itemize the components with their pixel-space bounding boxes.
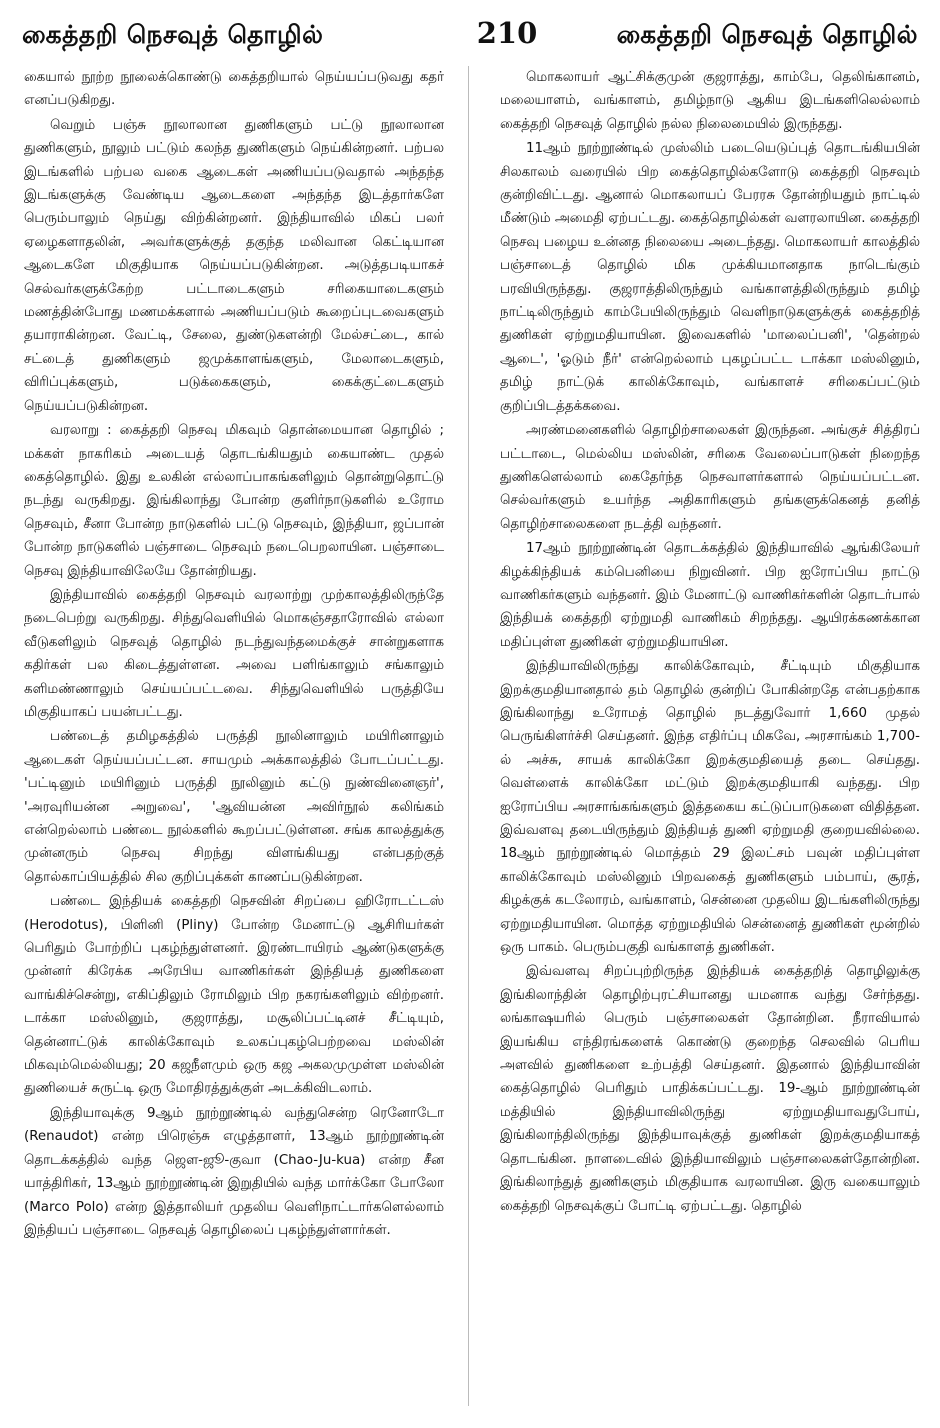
left-column	[24, 66, 444, 1243]
paragraph: கையால் நூற்ற நூலைக்கொண்டு கைத்தறியால் நெய்யப்படுவது கதர் எனப்படுகிறது.	[24, 70, 444, 109]
paragraph: இந்தியாவில் கைத்தறி நெசவும் வரலாற்று முற்காலத்திலிருந்தே நடைபெற்று வருகிறது. சிந்துவெளியில் மொகஞ்சதாரோவில் எல்லா வீடுகளிலும் நெசவுத் தொழில் நடந்துவந்தமைக்குச் சான்றுகளாக கதிர்கள் பல கிடைத்துள்ளன. அவை பளிங்காலும் சங்காலும் களிமண்ணாலும் செய்யப்பட்டவை. சிந்துவெளியில் பருத்தியே மிகுதியாகப் பயன்பட்டது.	[24, 587, 444, 720]
paragraph: வரலாறு : கைத்தறி நெசவு மிகவும் தொன்மையான தொழில் ; மக்கள் நாகரிகம் அடையத் தொடங்கியதும் கையாண்ட முதல் கைத்தொழில். இது உலகின் எல்லாப்பாகங்களிலும் தொன்றுதொட்டு நடந்து வருகிறது. இங்கிலாந்து போன்ற குளிர்நாடுகளில் உரோம நெசவும், சீனா போன்ற நாடுகளில் பட்டு நெசவும், இந்தியா, ஜப்பான் போன்ற நாடுகளில் பஞ்சாடை நெசவும் நடைபெறலாயின. பஞ்சாடை நெசவு இந்தியாவிலேயே தோன்றியது.	[24, 423, 444, 579]
page-header	[22, 6, 918, 62]
page-number: 210	[476, 16, 538, 50]
paragraph: வெறும் பஞ்சு நூலாலான துணிகளும் பட்டு நூலாலான துணிகளும், நூலும் பட்டும் கலந்த துணிகளும் நெய்கின்றனர். பற்பல இடங்களில் பற்பல வகை ஆடைகள் அணியப்படுவதால் அந்தந்த இடங்களுக்கு வேண்டிய ஆடைகளை அந்தந்த இடத்தார்களே பெரும்பாலும் நெய்து விற்கின்றனர். இந்தியாவில் மிகப் பலர் ஏழைகளாதலின், அவர்களுக்குத் தகுந்த மலிவான கெட்டியான ஆடைகளே மிகுதியாக நெய்யப்படுகின்றன. அடுத்தபடியாகச் செல்வர்களுக்கேற்ற பட்டாடைகளும் சரிகையாடைகளும் மணத்தின்போது மணமக்களால் அணியப்படும் கூறைப்புடவைகளும் தயாராகின்றன. வேட்டி, சேலை, துண்டுகளன்றி மேல்சட்டை, கால் சட்டைத் துணிகளும் ஜமுக்காளங்களும், மேலாடைகளும், விரிப்புக்களும், படுக்கைகளும், கைக்குட்டைகளும் நெய்யப்படுகின்றன.	[24, 117, 444, 414]
paragraph: 11ஆம் நூற்றூண்டில் முஸ்லிம் படையெடுப்புத் தொடங்கியபின் சிலகாலம் வரையில் பிற கைத்தொழில்களோடு கைத்தறி நெசவும் குன்றிவிட்டது. ஆனால் மொகலாயப் பேரரசு தோன்றியதும் நாட்டில் மீண்டும் அமைதி ஏற்பட்டது. கைத்தொழில்கள் வளரலாயின. கைத்தறி நெசவு பழைய உன்னத நிலையை அடைந்தது. மொகலாயர் காலத்தில் பஞ்சாடைத் தொழில் மிக முக்கியமானதாக நாடெங்கும் பரவியிருந்தது. குஜராத்திலிருந்தும் வங்காளத்திலிருந்தும் தமிழ் நாட்டிலிருந்தும் காம்பேயிலிருந்தும் வெளிநாடுகளுக்குக் கைத்தறித் துணிகள் ஏற்றுமதியாயின. இவைகளில் 'மாலைப்பனி', 'தென்றல் ஆடை', 'ஓடும் நீர்' என்றெல்லாம் புகழப்பட்ட டாக்கா மஸ்லினும், தமிழ் நாட்டுக் காலிக்கோவும், வங்காளச் சரிகைப்பட்டும் குறிப்பிடத்தக்கவை.	[500, 141, 921, 414]
paragraph: மொகலாயர் ஆட்சிக்குமுன் குஜராத்து, காம்பே, தெலிங்கானம், மலையாளம், வங்காளம், தமிழ்நாடு ஆகிய இடங்களிலெல்லாம் கைத்தறி நெசவுத் தொழில் நல்ல நிலைமையில் இருந்தது.	[500, 70, 920, 132]
paragraph: 17ஆம் நூற்றூண்டின் தொடக்கத்தில் இந்தியாவில் ஆங்கிலேயர் கிழக்கிந்தியக் கம்பெனியை நிறுவினர். பிற ஐரோப்பிய நாட்டு வாணிகர்களும் வந்தனர். இம் மேனாட்டு வாணிகர்களின் தொடர்பால் இந்தியக் கைத்தறி ஏற்றுமதி வாணிகம் சிறந்தது. ஆயிரக்கணக்கான மதிப்புள்ள துணிகள் ஏற்றுமதியாயின.	[500, 541, 920, 650]
column-divider	[468, 66, 469, 1406]
paragraph: இந்தியாவிலிருந்து காலிக்கோவும், சீட்டியும் மிகுதியாக இறக்குமதியானதால் தம் தொழில் குன்றிப் போகின்றதே என்பதற்காக இங்கிலாந்து உரோமத் தொழில் நடத்துவோர் 1,660 முதல் பெருங்கிளர்ச்சி செய்தனர். இந்த எதிர்ப்பு மிகவே, அரசாங்கம் 1,700-ல் அச்சு, சாயக் காலிக்கோ இறக்குமதியைத் தடை செய்தது. வெள்ளைக் காலிக்கோ மட்டும் இறக்குமதியாகி வந்தது. பிற ஐரோப்பிய அரசாங்கங்களும் இத்தகைய கட்டுப்பாடுகளை விதித்தன. இவ்வளவு தடையிருந்தும் இந்தியத் துணி ஏற்றுமதி குறையவில்லை. 18ஆம் நூற்றூண்டில் மொத்தம் 29 இலட்சம் பவுன் மதிப்புள்ள காலிக்கோவும் மஸ்லினும் பிறவகைத் துணிகளும் பம்பாய், சூரத், கிழக்குக் கடலோரம், வங்காளம், சென்னை முதலிய இடங்களிலிருந்து ஏற்றுமதியாயின. மொத்த ஏற்றுமதியில் சென்னைத் துணிகள் மூன்றில் ஒரு பாகம். பெரும்பகுதி வங்காளத் துணிகள்.	[500, 659, 920, 956]
paragraph: பண்டைத் தமிழகத்தில் பருத்தி நூலினாலும் மயிரினாலும் ஆடைகள் நெய்யப்பட்டன. சாயமும் அக்காலத்தில் போடப்பட்டது. 'பட்டினும் மயிரினும் பருத்தி நூலினும் கட்டு நுண்வினைஞர்', 'அரவுரியன்ன அறுவை', 'ஆவியன்ன அவிர்நூல் கலிங்கம் என்றெல்லாம் பண்டை நூல்களில் கூறப்பட்டுள்ளன. சங்க காலத்துக்கு முன்னரும் நெசவு சிறந்து விளங்கியது என்பதற்குத் தொல்காப்பியத்தில் சில குறிப்புக்கள் காணப்படுகின்றன.	[24, 729, 444, 885]
running-title-right: கைத்தறி நெசவுத் தொழில்	[616, 20, 918, 49]
running-title-left: கைத்தறி நெசவுத் தொழில்	[22, 20, 324, 49]
paragraph: இவ்வளவு சிறப்புற்றிருந்த இந்தியக் கைத்தறித் தொழிலுக்கு இங்கிலாந்தின் தொழிற்புரட்சியானது யமனாக வந்து சேர்ந்தது. லங்காஷயரில் பெரும் பஞ்சாலைகள் தோன்றின. நீராவியால் இயங்கிய எந்திரங்களைக் கொண்டு குறைந்த செலவில் பெரிய அளவில் துணிகளை உற்பத்தி செய்தனர். இதனால் இந்தியாவின் கைத்தொழில் பெரிதும் பாதிக்கப்பட்டது. 19-ஆம் நூற்றூண்டின் மத்தியில் இந்தியாவிலிருந்து ஏற்றுமதியாவதுபோய், இங்கிலாந்திலிருந்து இந்தியாவுக்குத் துணிகள் இறக்குமதியாகத் தொடங்கின. நாளடைவில் இந்தியாவிலும் பஞ்சாலைகள்தோன்றின. இங்கிலாந்துத் துணிகளும் மிகுதியாக வரலாயின. இரு வகையாலும் கைத்தறி நெசவுக்குப் போட்டி ஏற்பட்டது. தொழில்	[500, 964, 920, 1214]
right-column	[500, 66, 920, 1219]
paragraph: இந்தியாவுக்கு 9ஆம் நூற்றூண்டில் வந்துசென்ற ரெனோடோ (Renaudot) என்ற பிரெஞ்சு எழுத்தாளர், 13ஆம் நூற்றூண்டின் தொடக்கத்தில் வந்த ஜௌ-ஜூ-குவா (Chao-Ju-kua) என்ற சீன யாத்திரிகர், 13ஆம் நூற்றூண்டின் இறுதியில் வந்த மார்க்கோ போலோ (Marco Polo) என்ற இத்தாலியர் முதலிய வெளிநாட்டார்களெல்லாம் இந்தியப் பஞ்சாடை நெசவுத் தொழிலைப் புகழ்ந்துள்ளார்கள்.	[24, 1105, 444, 1238]
paragraph: பண்டை இந்தியக் கைத்தறி நெசவின் சிறப்பை ஹிரோடட்டஸ் (Herodotus), பிளினி (Pliny) போன்ற மேனாட்டு ஆசிரியர்கள் பெரிதும் போற்றிப் புகழ்ந்துள்ளனர். இரண்டாயிரம் ஆண்டுகளுக்கு முன்னர் கிரேக்க அரேபிய வாணிகர்கள் இந்தியத் துணிகளை வாங்கிச்சென்று, எகிப்திலும் ரோமிலும் பிற நகரங்களிலும் விற்றனர். டாக்கா மஸ்லினும், குஜராத்து, மசூலிப்பட்டினச் சீட்டியும், தென்னாட்டுக் காலிக்கோவும் உலகப்புகழ்பெற்றவை மஸ்லின் மிகவும்மெல்லியது; 20 கஜநீளமும் ஒரு கஜ அகலமுமுள்ள மஸ்லின் துணியைச் சுருட்டி ஒரு மோதிரத்துக்குள் அடக்கிவிடலாம்.	[24, 894, 444, 1097]
paragraph: அரண்மனைகளில் தொழிற்சாலைகள் இருந்தன. அங்குச் சித்திரப் பட்டாடை, மெல்லிய மஸ்லின், சரிகை வேலைப்பாடுகள் நிறைந்த துணிகளெல்லாம் கைதேர்ந்த நெசவாளர்களால் நெய்யப்பட்டன. செல்வர்களும் உயர்ந்த அதிகாரிகளும் தங்களுக்கெனத் தனித் தொழிற்சாலைகளை நடத்தி வந்தனர்.	[500, 423, 920, 532]
